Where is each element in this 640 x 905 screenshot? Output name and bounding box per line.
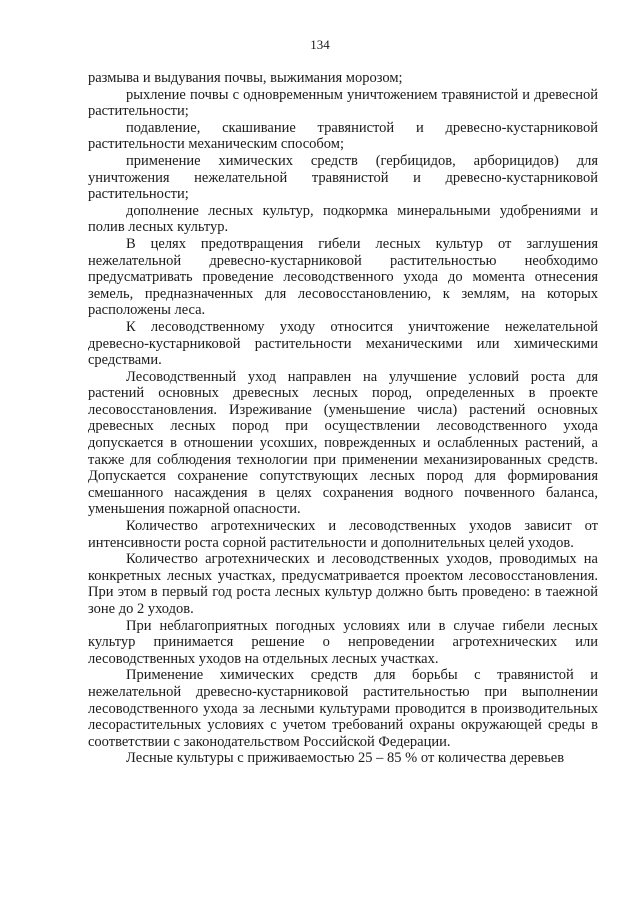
paragraph: применение химических средств (гербицидов, арборицидов) для уничтожения нежелательной травянистой и древесно-кустарниковой растительности; <box>88 152 598 203</box>
paragraph: рыхление почвы с одновременным уничтожением травянистой и древесной растительности; <box>88 86 598 120</box>
paragraph: В целях предотвращения гибели лесных культур от заглушения нежелательной древесно-кустарниковой растительностью необходимо предусматривать проведение лесоводственного ухода до момента отнесения земель, предназначенных для лесовосстановлению, к землям, на которых расположены леса. <box>88 235 598 319</box>
paragraph: Количество агротехнических и лесоводственных уходов, проводимых на конкретных лесных участках, предусматривается проектом лесовосстановления. При этом в первый год роста лесных культур должно быть проведено: в таежной зоне до 2 уходов. <box>88 551 598 617</box>
paragraph: Лесоводственный уход направлен на улучшение условий роста для растений основных древесных лесных пород, определенных в проекте лесовосстановления. Изреживание (уменьшение числа) растений основных древесных лесных пород при осуществлении лесоводственного ухода допускается в отношении усохших, поврежденных и ослабленных растений, а также для соблюдения технологии при применении механизированных средств. Допускается сохранение сопутствующих лесных пород для формирования смешанного насаждения в целях сохранения водного почвенного баланса, уменьшения пожарной опасности. <box>88 368 598 518</box>
page-number: 134 <box>310 37 330 52</box>
paragraph: Применение химических средств для борьбы с травянистой и нежелательной древесно-кустарниковой растительностью при выполнении лесоводственного ухода за лесными культурами проводится в производительных лесорастительных условиях с учетом требований охраны окружающей среды в соответствии с законодательством Российской Федерации. <box>88 667 598 750</box>
paragraph: Количество агротехнических и лесоводственных уходов зависит от интенсивности роста сорной растительности и дополнительных целей уходов. <box>88 518 598 551</box>
paragraph: Лесные культуры с приживаемостью 25 – 85 % от количества деревьев <box>126 750 565 767</box>
paragraph: При неблагоприятных погодных условиях или в случае гибели лесных культур принимается решение о непроведении агротехнических или лесоводственных уходов на отдельных лесных участках. <box>88 617 598 667</box>
paragraph: К лесоводственному уходу относится уничтожение нежелательной древесно-кустарниковой растительности механическими или химическими средствами. <box>88 318 598 369</box>
body-text <box>88 70 598 767</box>
paragraph: подавление, скашивание травянистой и древесно-кустарниковой растительности механическим способом; <box>88 119 598 153</box>
paragraph: дополнение лесных культур, подкормка минеральными удобрениями и полив лесных культур. <box>88 202 598 236</box>
paragraph: размыва и выдувания почвы, выжимания морозом; <box>88 70 403 86</box>
